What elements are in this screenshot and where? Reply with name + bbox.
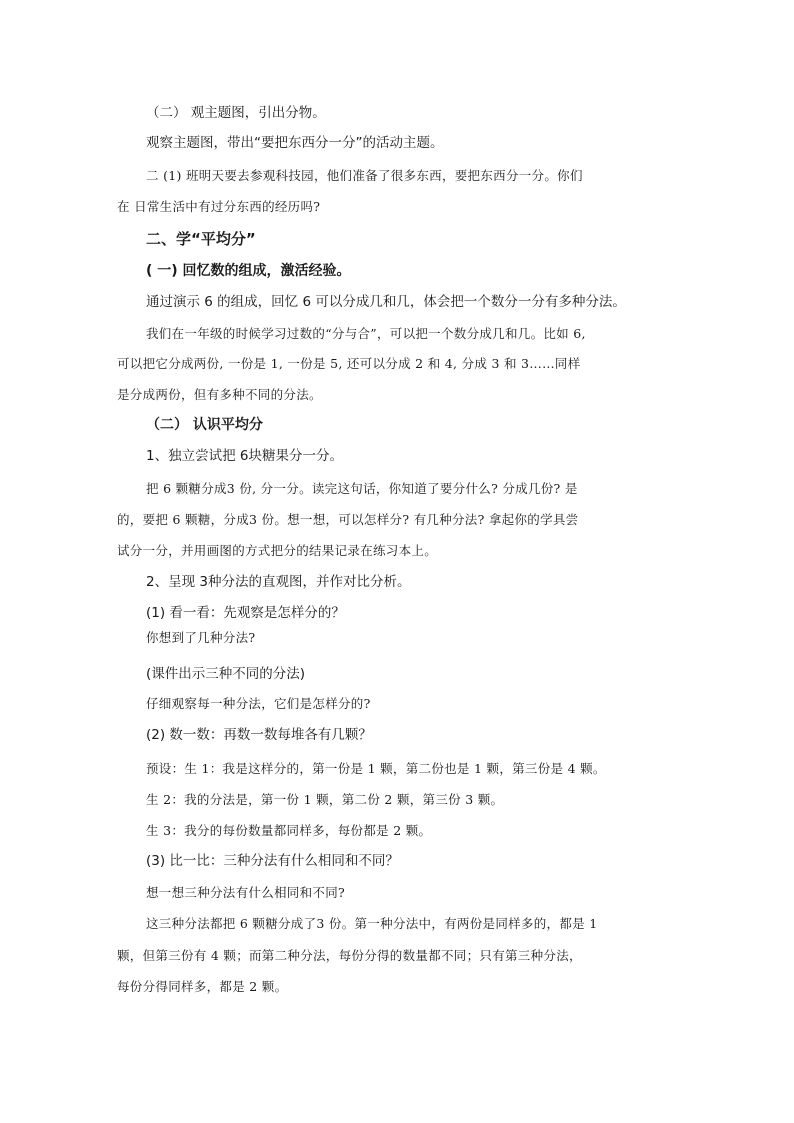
paragraph-line: (2) 数一数：再数一数每堆各有几颗？ xyxy=(146,727,372,743)
paragraph-line: 观察主题图，带出“要把东西分一分”的活动主题。 xyxy=(146,135,444,151)
section-heading-observe: （二） 观主题图，引出分物。 xyxy=(146,105,326,121)
paragraph-line: (3) 比一比：三种分法有什么相同和不同？ xyxy=(146,853,399,869)
paragraph-line: 生 2：我的分法是，第一份 1 颗，第二份 2 颗，第三份 3 颗。 xyxy=(146,792,504,807)
paragraph-line: 在 日常生活中有过分东西的经历吗? xyxy=(117,199,321,214)
paragraph-line: 预设：生 1：我是这样分的，第一份是 1 颗，第二份也是 1 颗，第三份是 4 颗。 xyxy=(146,761,606,776)
paragraph-line: 你想到了几种分法? xyxy=(146,630,256,645)
paragraph-line: 通过演示 6 的组成，回忆 6 可以分成几和几，体会把一个数分一分有多种分法。 xyxy=(146,294,626,310)
subsection-heading-understand: （二） 认识平均分 xyxy=(146,417,263,433)
section-heading-average: 二、学“平均分” xyxy=(146,230,256,248)
paragraph-line: (1) 看一看：先观察是怎样分的？ xyxy=(146,605,345,621)
paragraph-line: 生 3：我分的每份数量都同样多，每份都是 2 颗。 xyxy=(146,823,432,838)
paragraph-line: 仔细观察每一种分法，它们是怎样分的? xyxy=(146,696,371,711)
paragraph-line: 我们在一年级的时候学习过数的“分与合”，可以把一个数分成几和几。比如 6, xyxy=(146,326,586,341)
paragraph-line: 这三种分法都把 6 颗糖分成了3 份。第一种分法中，有两份是同样多的，都是 1 xyxy=(146,916,598,931)
paragraph-line: 2、呈现 3种分法的直观图，并作对比分析。 xyxy=(146,574,411,590)
subsection-heading-recall: ( 一) 回忆数的组成，激活经验。 xyxy=(146,263,351,279)
paragraph-line: 试分一分，并用画图的方式把分的结果记录在练习本上。 xyxy=(117,543,438,558)
paragraph-line: 每份分得同样多，都是 2 颗。 xyxy=(117,979,288,994)
paragraph-line: 1、独立尝试把 6块糖果分一分。 xyxy=(146,448,343,464)
paragraph-line: 想一想三种分法有什么相同和不同? xyxy=(146,885,346,900)
paragraph-line: 是分成两份，但有多种不同的分法。 xyxy=(117,387,322,402)
paragraph-line: 颗，但第三份有 4 颗；而第二种分法，每份分得的数量都不同；只有第三种分法， xyxy=(117,948,582,963)
paragraph-line: 把 6 颗糖分成3 份, 分一分。读完这句话，你知道了要分什么? 分成几份? 是 xyxy=(146,481,578,496)
paragraph-line: 可以把它分成两份, 一份是 1, 一份是 5, 还可以分成 2 和 4, 分成 3 和 3……同样 xyxy=(117,356,581,371)
paragraph-line: 二 (1) 班明天要去参观科技园，他们准备了很多东西，要把东西分一分。你们 xyxy=(146,168,583,183)
paragraph-line: (课件出示三种不同的分法) xyxy=(146,666,306,682)
paragraph-line: 的，要把 6 颗糖，分成3 份。想一想，可以怎样分? 有几种分法? 拿起你的学具尝 xyxy=(117,512,579,527)
